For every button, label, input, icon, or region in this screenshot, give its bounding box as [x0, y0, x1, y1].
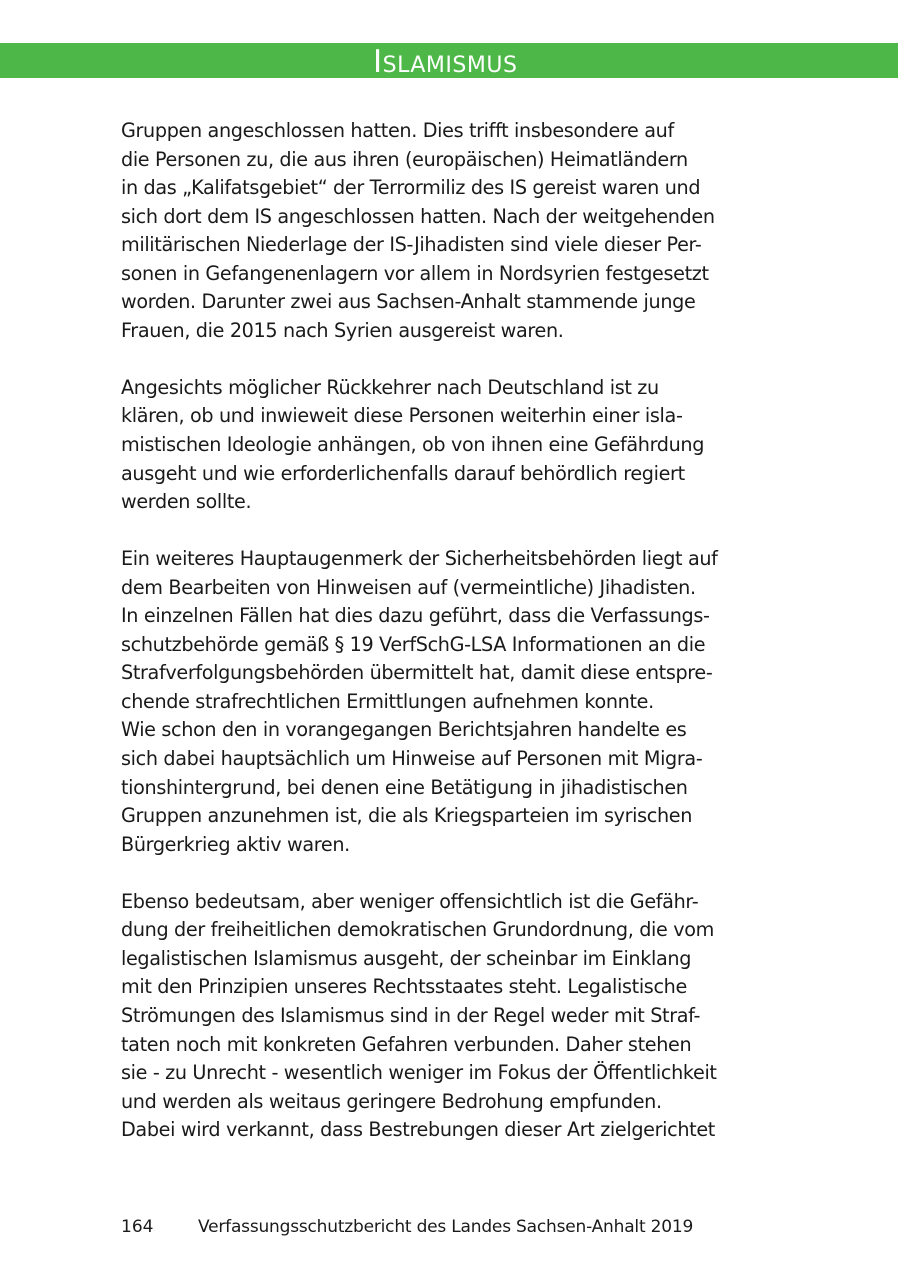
text-line: mit den Prinzipien unseres Rechtsstaates steht. Legalistische	[121, 975, 687, 999]
paragraph	[121, 888, 801, 1145]
paragraph-spacer	[121, 517, 801, 546]
section-title: Islamismus	[373, 44, 518, 80]
text-line: sie - zu Unrecht - wesentlich weniger im Fokus der Öffentlichkeit	[121, 1061, 717, 1085]
text-line: Ein weiteres Hauptaugenmerk der Sicherheitsbehörden liegt auf	[121, 547, 718, 571]
text-line: in das „Kalifatsgebiet“ der Terrormiliz des IS gereist waren und	[121, 176, 701, 200]
paragraph	[121, 374, 801, 517]
text-line: Ebenso bedeutsam, aber weniger offensichtlich ist die Gefähr-	[121, 889, 699, 913]
text-line: tionshintergrund, bei denen eine Betätigung in jihadistischen	[121, 775, 688, 799]
text-line: Strömungen des Islamismus sind in der Regel weder mit Straf-	[121, 1003, 701, 1027]
paragraph	[121, 117, 801, 345]
text-line: chende strafrechtlichen Ermittlungen aufnehmen konnte.	[121, 689, 654, 713]
text-line: sonen in Gefangenenlagern vor allem in Nordsyrien festgesetzt	[121, 261, 709, 285]
text-line: dem Bearbeiten von Hinweisen auf (vermeintliche) Jihadisten.	[121, 575, 696, 599]
paragraph-spacer	[121, 859, 801, 888]
text-line: sich dort dem IS angeschlossen hatten. Nach der weitgehenden	[121, 204, 715, 228]
paragraph-spacer	[121, 345, 801, 374]
text-line: dung der freiheitlichen demokratischen Grundordnung, die vom	[121, 918, 714, 942]
text-line: taten noch mit konkreten Gefahren verbunden. Daher stehen	[121, 1032, 692, 1056]
body-text	[121, 117, 801, 1145]
text-line: militärischen Niederlage der IS-Jihadisten sind viele dieser Per-	[121, 233, 702, 257]
text-line: klären, ob und inwieweit diese Personen weiterhin einer isla-	[121, 404, 683, 428]
text-line: In einzelnen Fällen hat dies dazu geführt, dass die Verfassungs-	[121, 604, 710, 628]
text-line: mistischen Ideologie anhängen, ob von ihnen eine Gefährdung	[121, 433, 705, 457]
paragraph	[121, 545, 801, 859]
text-line: Wie schon den in vorangegangen Berichtsjahren handelte es	[121, 718, 687, 742]
text-line: sich dabei hauptsächlich um Hinweise auf Personen mit Migra-	[121, 747, 703, 771]
text-line: Angesichts möglicher Rückkehrer nach Deutschland ist zu	[121, 375, 659, 399]
text-line: schutzbehörde gemäß § 19 VerfSchG-LSA Informationen an die	[121, 632, 706, 656]
text-line: ausgeht und wie erforderlichenfalls darauf behördlich regiert	[121, 461, 685, 485]
text-line: worden. Darunter zwei aus Sachsen-Anhalt stammende junge	[121, 290, 696, 314]
publication-title: Verfassungsschutzbericht des Landes Sachsen-Anhalt 2019	[198, 1217, 694, 1237]
text-line: werden sollte.	[121, 490, 252, 514]
text-line: Gruppen angeschlossen hatten. Dies trifft insbesondere auf	[121, 119, 674, 142]
text-line: legalistischen Islamismus ausgeht, der scheinbar im Einklang	[121, 946, 692, 970]
text-line: Dabei wird verkannt, dass Bestrebungen dieser Art zielgerichtet	[121, 1118, 715, 1142]
text-line: Frauen, die 2015 nach Syrien ausgereist waren.	[121, 318, 564, 342]
page-number: 164	[121, 1217, 154, 1237]
text-line: Bürgerkrieg aktiv waren.	[121, 832, 350, 856]
text-line: Strafverfolgungsbehörden übermittelt hat, damit diese entspre-	[121, 661, 713, 685]
text-line: die Personen zu, die aus ihren (europäischen) Heimatländern	[121, 147, 688, 171]
text-line: Gruppen anzunehmen ist, die als Kriegsparteien im syrischen	[121, 804, 693, 828]
text-line: und werden als weitaus geringere Bedrohung empfunden.	[121, 1089, 662, 1113]
